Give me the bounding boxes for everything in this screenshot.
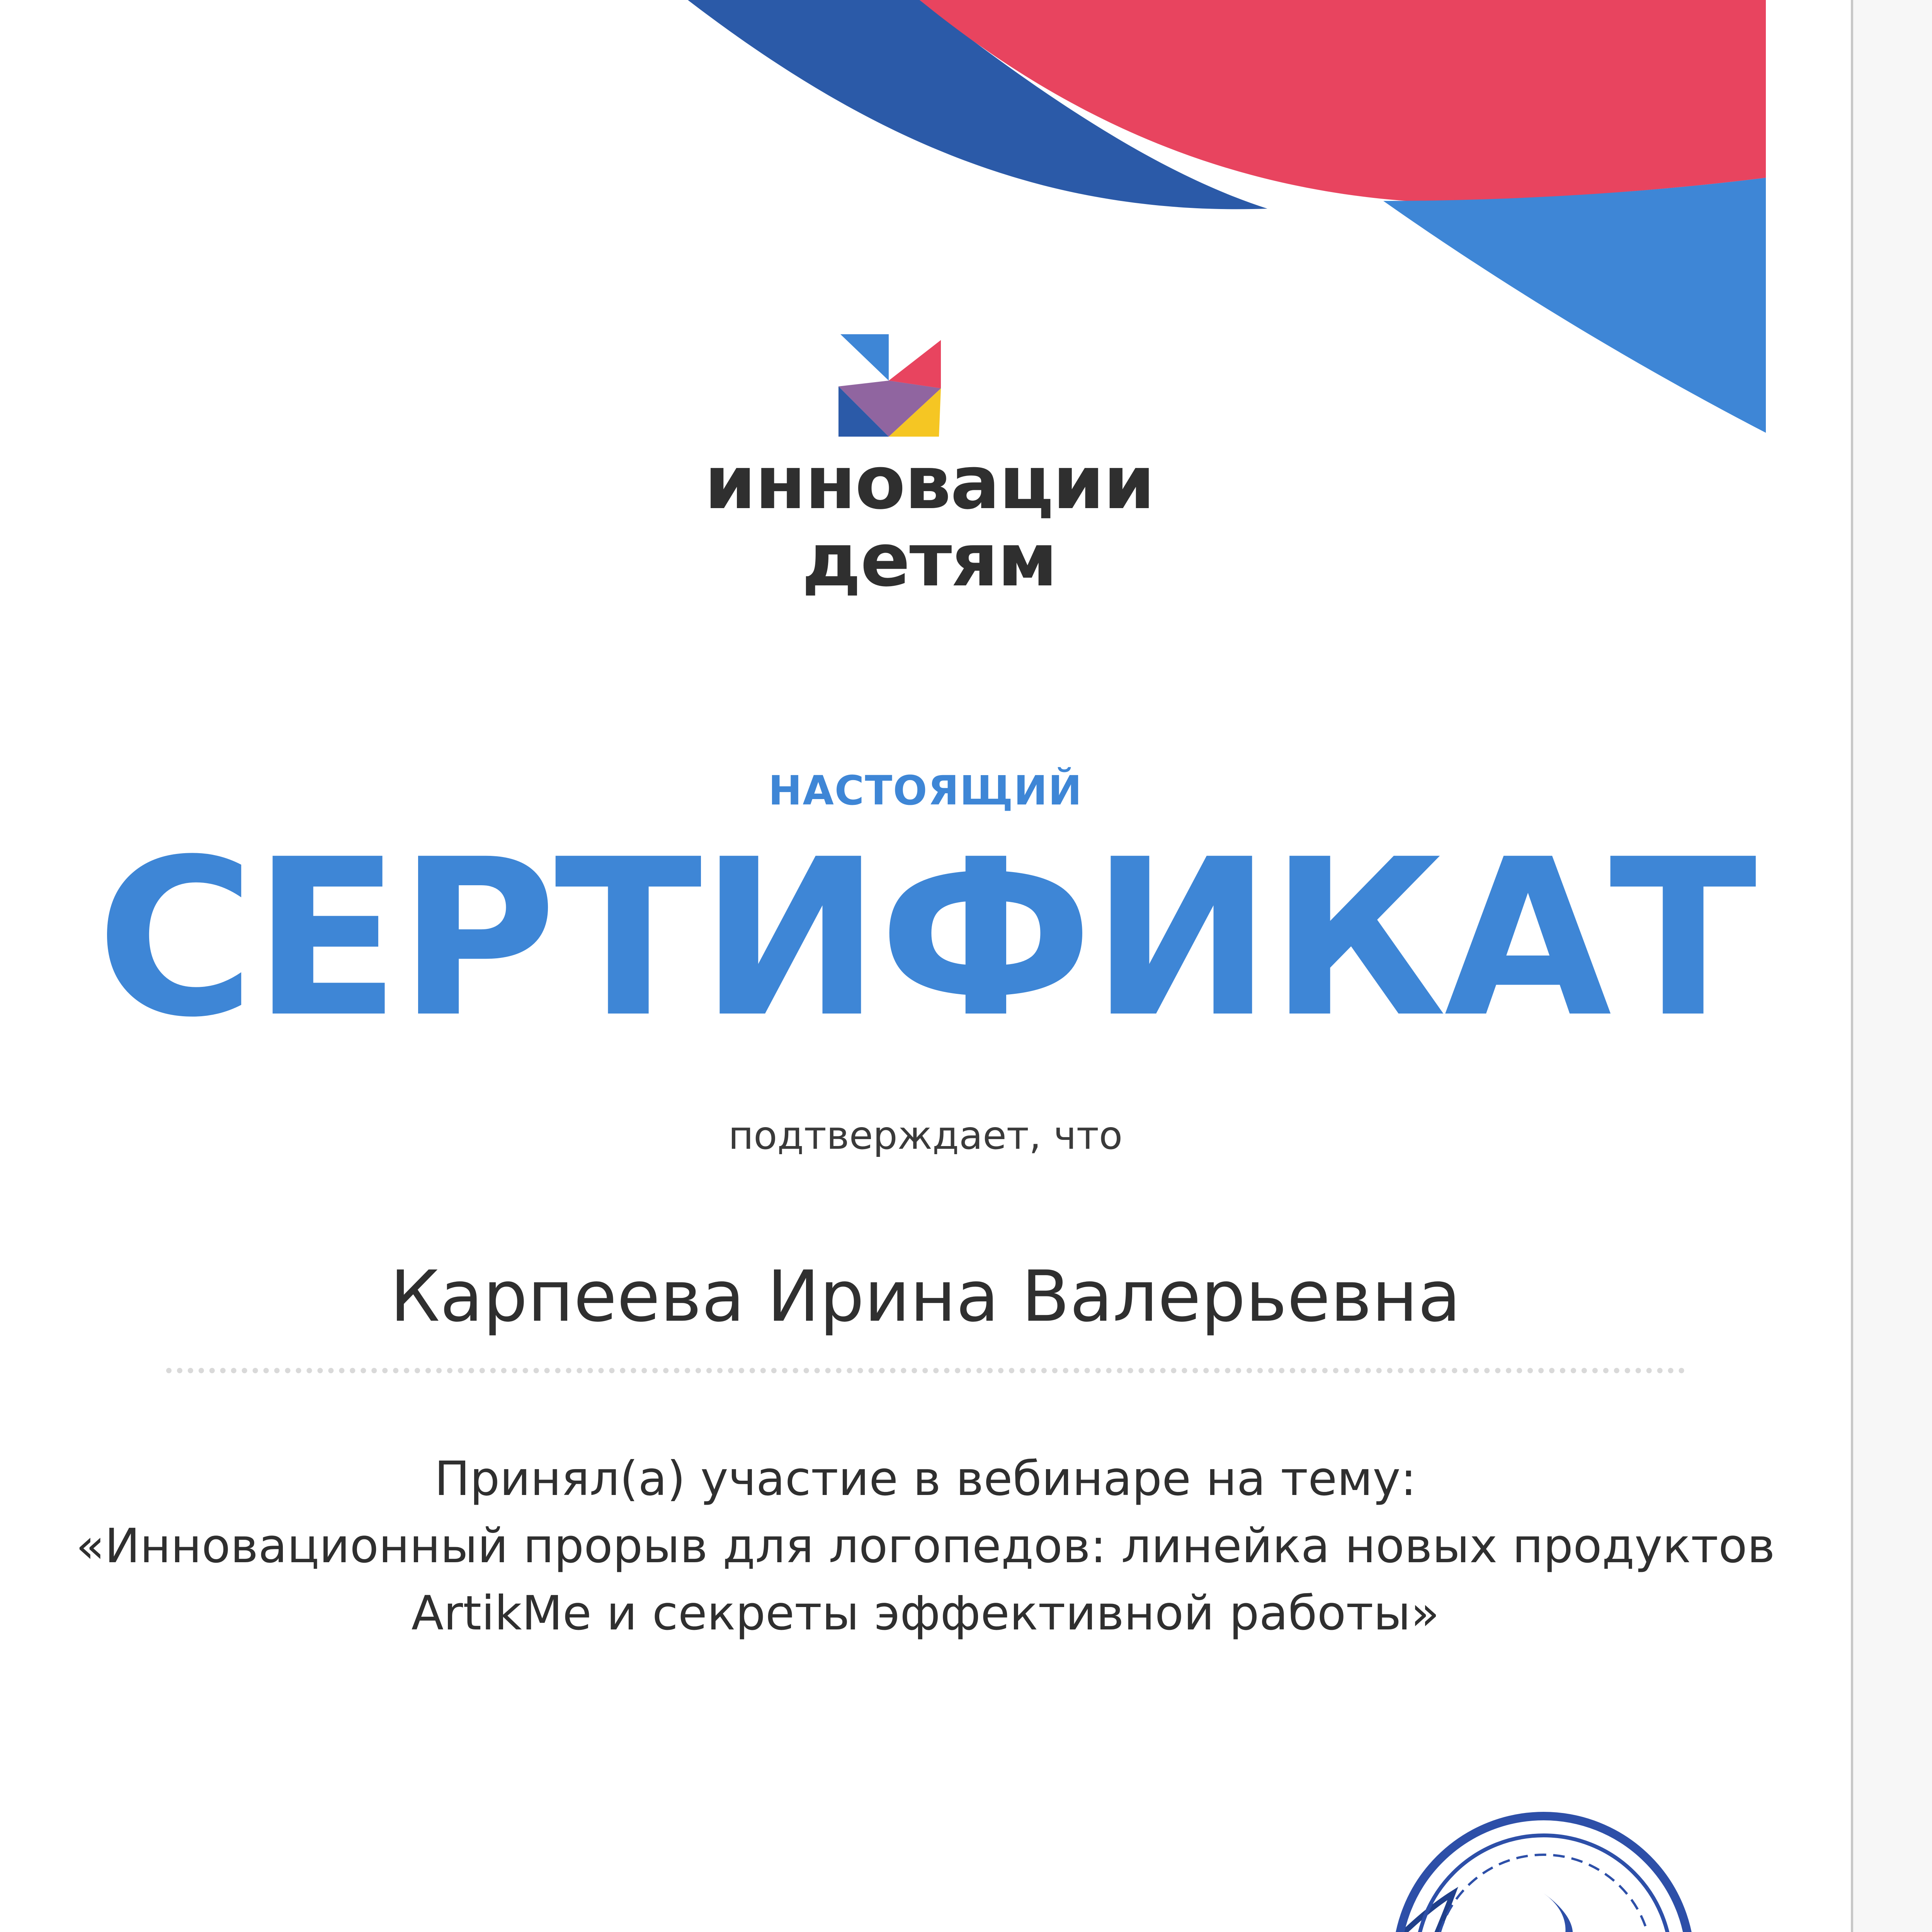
confirms-text: подтверждает, что <box>728 1113 1123 1158</box>
participation-line-1: Принял(а) участие в вебинаре на тему: <box>434 1451 1417 1506</box>
brand-name-line-2: детям <box>802 517 1057 603</box>
recipient-underline <box>166 1368 1685 1373</box>
recipient-name: Карпеева Ирина Валерьевна <box>390 1255 1461 1337</box>
participation-block <box>0 1445 1851 1647</box>
certificate-pre-title: НАСТОЯЩИЙ <box>768 767 1083 814</box>
participation-line-2: «Инновационный прорыв для логопедов: линейка новых продуктов <box>76 1519 1775 1573</box>
sheet-edge-right <box>1851 0 1853 1932</box>
brand-name-line-1: инновации <box>704 440 1154 526</box>
certificate-title: СЕРТИФИКАТ <box>96 813 1755 1065</box>
participation-line-3: ArtikMe и секреты эффективной работы» <box>411 1586 1440 1641</box>
round-company-seal <box>1397 1816 1690 1932</box>
pinwheel-logo-icon <box>838 334 941 437</box>
top-swoosh-blue <box>1383 178 1766 433</box>
